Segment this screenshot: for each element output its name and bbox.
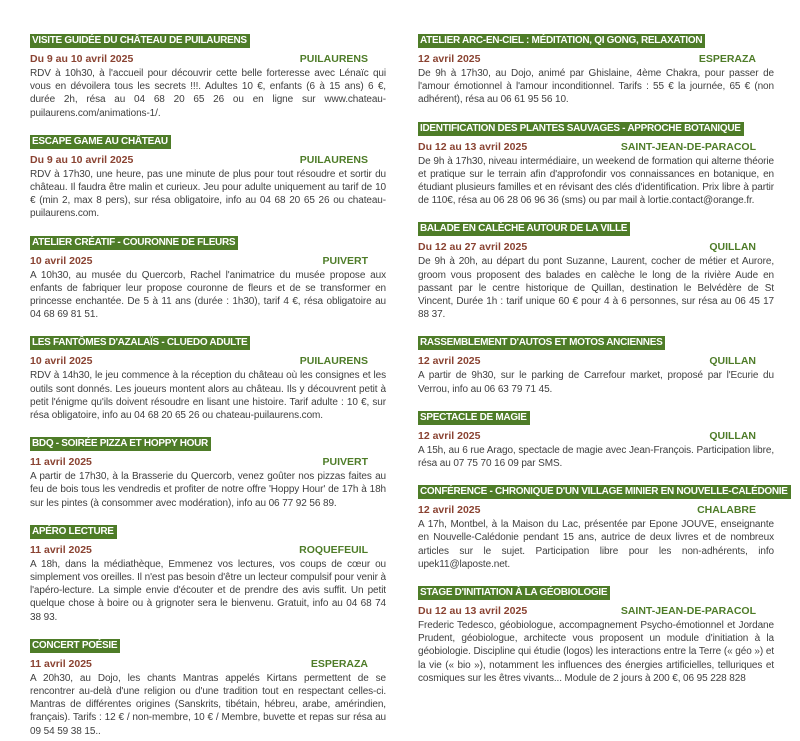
event-card: [30, 123, 386, 221]
event-meta: [30, 255, 386, 267]
event-description: A 20h30, au Dojo, les chants Mantras appelés Kirtans permettent de se rencontrer au-delà d'une religion ou d'une tradition tout en respectant celles-ci. Mantras de différentes origines (Sanskrits, tibétain, hébreu, arabe, amérindien, français). Tarifs : 12 € / non-membre, 10 € / Membre, buvette et repas sur résa au 09 54 59 38 15..: [30, 672, 386, 737]
event-location: ROQUEFEUIL: [299, 543, 368, 556]
event-date: Du 9 au 10 avril 2025: [30, 153, 134, 166]
event-title: [30, 627, 386, 655]
event-location: PUIVERT: [322, 254, 368, 267]
event-title: [418, 22, 774, 50]
event-card: [418, 574, 774, 685]
event-description: De 9h à 20h, au départ du pont Suzanne, Laurent, cocher de métier et Aurore, groom vous proposent des balades en calèche le long de la rivière Aude en passant par le centre historique de Quillan, destination le Belvédère de St Vincent, Durée 1h : tarif unique 60 € pour 4 à 6 personnes, sur résa au 06 45 17 88 37.: [418, 256, 774, 321]
event-meta: [418, 241, 774, 253]
event-title-bar: ATELIER CRÉATIF - COURONNE DE FLEURS: [30, 236, 238, 250]
event-title: [30, 324, 386, 352]
event-description: A 10h30, au musée du Quercorb, Rachel l'animatrice du musée propose aux enfants de fabriquer leur propose couronne de fleurs et de se transformer en princesse enchantée. De 5 à 11 ans (durée : 1h30), tarif 4 €, résa obligatoire au 04 68 69 81 51.: [30, 269, 386, 321]
event-card: [418, 22, 774, 107]
event-meta: [30, 456, 386, 468]
event-title: [30, 224, 386, 252]
event-location: PUILAURENS: [299, 153, 368, 166]
event-date: Du 12 au 27 avril 2025: [418, 241, 528, 254]
event-location: QUILLAN: [709, 241, 756, 254]
event-meta: [30, 544, 386, 556]
event-description: Frederic Tedesco, géobiologue, accompagnement Psycho-émotionnel et Jordane Prudent, géobiologue, architecte vous proposent un module d'initiation à la géobiologie. Discipline qui étudie (logos) les interactions entre la Terre (« géo ») et la vie (« bio »), notamment les influences des énergies artificielles, telluriques et cosmiques sur les êtres vivants... Module de 2 jours à 200 €, 06 95 228 828: [418, 620, 774, 684]
event-meta: [418, 141, 774, 153]
event-title-bar: SPECTACLE DE MAGIE: [418, 411, 530, 425]
event-location: PUILAURENS: [299, 53, 368, 65]
event-date: Du 9 au 10 avril 2025: [30, 53, 134, 65]
event-title-bar: ATELIER ARC-EN-CIEL : MÉDITATION, QI GONG, RELAXATION: [418, 34, 705, 48]
event-card: [418, 399, 774, 470]
event-location: PUIVERT: [322, 456, 368, 469]
event-location: CHALABRE: [697, 504, 756, 517]
event-title-bar: BALADE EN CALÈCHE AUTOUR DE LA VILLE: [418, 222, 630, 236]
event-meta: [30, 658, 386, 670]
event-description: A partir de 9h30, sur le parking de Carrefour market, proposé par l'Ecurie du Verrou, info au 06 63 79 71 45.: [418, 370, 774, 395]
event-title-bar: ESCAPE GAME AU CHÂTEAU: [30, 135, 171, 149]
event-title-bar: RASSEMBLEMENT D'AUTOS ET MOTOS ANCIENNES: [418, 336, 665, 350]
event-title: [418, 473, 788, 501]
event-description: A partir de 17h30, à la Brasserie du Quercorb, venez goûter nos pizzas faites au feu de bois tous les vendredis et profiter de notre offre 'Hoppy Hour' de 17h à 18h sur les pintes (à consommer avec modération), info au 06 77 92 56 89.: [30, 471, 386, 509]
event-title: [418, 210, 774, 238]
event-description: A 17h, Montbel, à la Maison du Lac, présentée par Epone JOUVE, enseignante en Nouvelle-Calédonie pendant 15 ans, autrice de deux livres et de nombreux articles sur le sujet. Participation libre pour les non-adhérents, info upek11@laposte.net.: [418, 519, 774, 570]
event-meta: [418, 53, 774, 65]
event-title: [418, 110, 774, 138]
event-date: 12 avril 2025: [418, 504, 481, 517]
event-meta: [418, 355, 774, 367]
event-card: [30, 22, 386, 120]
event-date: Du 12 au 13 avril 2025: [418, 605, 528, 618]
event-meta: [30, 154, 386, 166]
event-meta: [30, 53, 386, 65]
event-title-bar: CONCERT POÉSIE: [30, 639, 120, 653]
event-title-bar: STAGE D'INITIATION À LA GÉOBIOLOGIE: [418, 586, 610, 600]
event-date: 11 avril 2025: [30, 657, 92, 670]
event-location: ESPERAZA: [310, 657, 368, 670]
event-location: ESPERAZA: [698, 53, 756, 65]
event-title: [30, 513, 386, 541]
event-title-bar: VISITE GUIDÉE DU CHÂTEAU DE PUILAURENS: [30, 34, 250, 48]
event-card: [30, 324, 386, 422]
event-title: [418, 324, 774, 352]
event-card: [30, 627, 386, 738]
event-date: 11 avril 2025: [30, 543, 92, 556]
event-description: De 9h à 17h30, au Dojo, animé par Ghislaine, 4ème Chakra, pour passer de l'amour émotionnel à l'amour inconditionnel. Tarifs : 55 € la journée, 65 € (non adhérent), résa au 06 61 95 56 10.: [418, 68, 774, 106]
event-description: A 15h, au 6 rue Arago, spectacle de magie avec Jean-François. Participation libre, résa au 07 75 70 16 09 par SMS.: [418, 444, 774, 470]
event-title: [30, 425, 386, 453]
event-date: 12 avril 2025: [418, 355, 481, 368]
event-description: De 9h à 17h30, niveau intermédiaire, un weekend de formation qui alterne théorie et pratique sur le terrain afin d'approfondir vos connaissances en botanique, en étudiant plusieurs familles et en révisant des clés d'identification. Prix libre à partir de 110€, résa au 06 28 06 96 36 (sms) ou par mail à lortie.contact@orange.fr.: [418, 155, 774, 207]
event-date: 12 avril 2025: [418, 429, 481, 442]
event-title-bar: LES FANTÔMES D'AZALAÏS - CLUEDO ADULTE: [30, 336, 250, 350]
event-date: 10 avril 2025: [30, 355, 93, 368]
event-card: [418, 110, 774, 208]
event-title: [418, 574, 774, 602]
event-card: [30, 224, 386, 322]
left-column: [30, 22, 386, 741]
event-meta: [418, 504, 774, 516]
event-card: [418, 210, 774, 321]
event-date: 10 avril 2025: [30, 254, 93, 267]
event-description: A 18h, dans la médiathèque, Emmenez vos lectures, vos coups de cœur ou simplement vos oreilles. Il n'est pas besoin d'être un lecteur compulsif pour venir à l'apéro-lecture. La simple envie d'écouter et de prendre des avis suffit. Un petit quelque chose à boire ou à grignoter sera le bienvenu. Gratuit, info au 04 68 74 38 93.: [30, 558, 386, 623]
event-card: [30, 425, 386, 510]
event-date: 12 avril 2025: [418, 53, 481, 65]
event-location: SAINT-JEAN-DE-PARACOL: [620, 140, 756, 153]
event-description: RDV à 10h30, à l'accueil pour découvrir cette belle forteresse avec Lénaïc qui vous en dévoilera tous les secrets !!!. Adultes 10 €, enfants (6 à 15 ans) 6 €, durée 2h, résa au 04 68 20 65 26 ou en ligne sur www.chateau-puilaurens.com/animations-1/.: [30, 68, 386, 119]
event-description: RDV à 17h30, une heure, pas une minute de plus pour tout résoudre et sortir du château. Il faudra être malin et curieux. Jeu pour adulte uniquement au tarif de 10 € (min 2, max 8 pers), sur résa obligatoire, info au 04 68 20 65 26 ou chateau-puilaurens.com.: [30, 168, 386, 220]
event-title: [418, 399, 774, 427]
event-location: PUILAURENS: [299, 355, 368, 368]
event-title-bar: APÉRO LECTURE: [30, 525, 117, 539]
event-meta: [418, 605, 774, 617]
event-location: QUILLAN: [709, 355, 756, 368]
event-title-bar: CONFÉRENCE - CHRONIQUE D'UN VILLAGE MINIER EN NOUVELLE-CALÉDONIE: [418, 485, 791, 499]
event-date: Du 12 au 13 avril 2025: [418, 140, 528, 153]
event-card: [418, 473, 788, 571]
event-description: RDV à 14h30, le jeu commence à la réception du château où les consignes et les outils sont donnés. Les joueurs montent alors au château. Ils y découvrent petit à petit l'énigme qu'ils doivent résoudre en lisant une histoire. Tarif adulte : 10 €, sur résa obligatoire, info au 04 68 20 65 26 ou chateau-puilaurens.com.: [30, 370, 386, 422]
event-title: [30, 22, 386, 50]
event-meta: [418, 430, 774, 442]
event-title-bar: BDQ - SOIRÉE PIZZA ET HOPPY HOUR: [30, 437, 211, 451]
event-card: [30, 513, 386, 624]
event-title-bar: IDENTIFICATION DES PLANTES SAUVAGES - APPROCHE BOTANIQUE: [418, 122, 744, 136]
event-card: [418, 324, 774, 395]
right-column: [418, 22, 788, 741]
event-location: QUILLAN: [709, 429, 756, 442]
event-title: [30, 123, 386, 151]
event-location: SAINT-JEAN-DE-PARACOL: [620, 605, 756, 618]
event-date: 11 avril 2025: [30, 456, 92, 469]
event-meta: [30, 355, 386, 367]
